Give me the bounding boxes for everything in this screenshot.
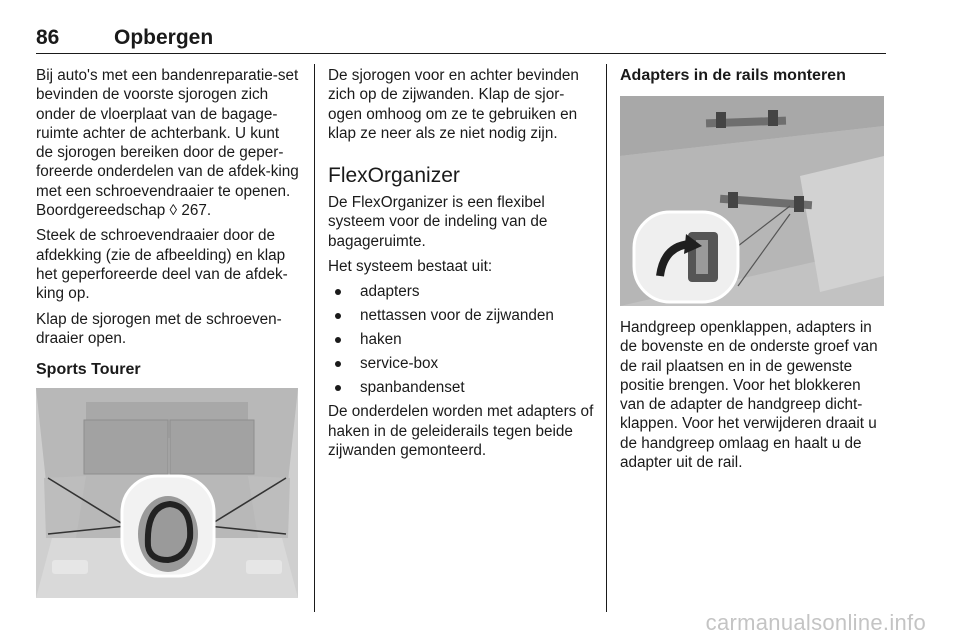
bullet-icon — [335, 313, 341, 319]
list-item: adapters — [328, 282, 594, 301]
column-2 — [328, 66, 594, 466]
subhead-adapters: Adapters in de rails monteren — [620, 67, 846, 84]
bullet-icon — [335, 289, 341, 295]
list-item: nettassen voor de zijwanden — [328, 306, 594, 325]
paragraph-adapter-instructions: Handgreep openklappen, adapters in de bovenste en de onderste groef van de rail plaatsen en in de gewenste positie brengen. Voor het blokkeren van de adapter de handgreep dicht-klappen. Voor het verwijderen draait u de handgreep omlaag en haalt u de adapter uit de rail. — [620, 319, 878, 472]
chapter-title: Opbergen — [114, 26, 214, 49]
list-item: spanbandenset — [328, 378, 594, 397]
bullet-icon — [335, 337, 341, 343]
cargo-area-illustration — [36, 388, 298, 598]
component-list — [328, 282, 594, 397]
column-divider-2 — [606, 64, 607, 612]
bullet-icon — [335, 361, 341, 367]
paragraph-flexorganizer-intro: De FlexOrganizer is een flexibel systeem voor de indeling van de bagageruimte. — [328, 194, 548, 250]
column-divider-1 — [314, 64, 315, 612]
paragraph-screwdriver: Steek de schroevendraaier door de afdekking (zie de afbeelding) en klap het geperforeerde deel van de afdek-king op. — [36, 227, 288, 303]
paragraph-mounting: De onderdelen worden met adapters of haken in de geleiderails tegen beide zijwanden gemonteerd. — [328, 403, 594, 459]
watermark: carmanualsonline.info — [705, 610, 926, 635]
paragraph-spare-kit: Bij auto's met een bandenreparatie-set bevinden de voorste sjorogen zich onder de vloerplaat van de bagage-ruimte achter de achterbank. U kunt de sjorogen bereiken door de geper-foreerde onderdelen van de afdek-king met een schroevendraaier te openen. Boordgereedschap ◊ 267. — [36, 67, 299, 220]
bullet-icon — [335, 385, 341, 391]
paragraph-fold-open: Klap de sjorogen met de schroeven-draaier open. — [36, 310, 282, 347]
header-rule — [36, 53, 886, 54]
rail-adapter-illustration — [620, 96, 884, 306]
list-item: haken — [328, 330, 594, 349]
subhead-sports-tourer: Sports Tourer — [36, 361, 141, 379]
paragraph-system-consists: Het systeem bestaat uit: — [328, 258, 493, 276]
column-1 — [36, 66, 300, 610]
page-number: 86 — [36, 26, 60, 49]
column-3 — [620, 66, 888, 478]
list-item: service-box — [328, 354, 594, 373]
section-title-flexorganizer: FlexOrganizer — [328, 164, 460, 188]
paragraph-side-lashing: De sjorogen voor en achter bevinden zich op de zijwanden. Klap de sjor-ogen omhoog om ze te gebruiken en klap ze neer als ze niet nodig zijn. — [328, 67, 579, 142]
